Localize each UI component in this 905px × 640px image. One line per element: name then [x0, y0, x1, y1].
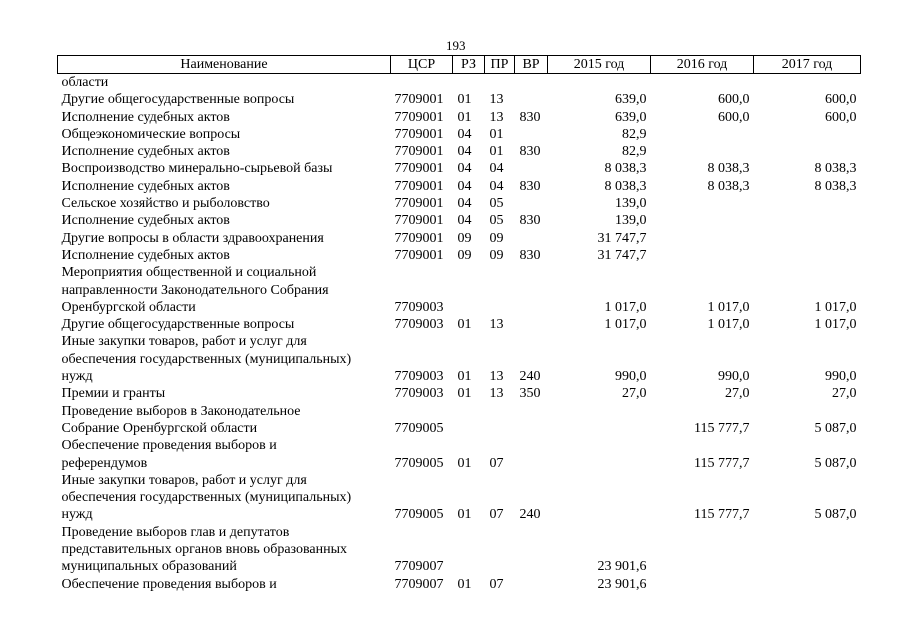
cell-vr	[515, 524, 548, 576]
cell-y2017	[754, 212, 861, 229]
cell-vr	[515, 264, 548, 316]
name-line: Иные закупки товаров, работ и услуг для	[61, 472, 307, 488]
cell-y2015	[548, 472, 651, 524]
cell-pr: 13	[489, 92, 504, 108]
cell-rz: 01	[457, 369, 472, 385]
table-header	[58, 56, 861, 74]
cell-pr: 09	[489, 247, 504, 263]
name-line: Исполнение судебных актов	[61, 213, 230, 229]
header-row	[58, 56, 861, 74]
cell-rz: 01	[457, 455, 472, 471]
cell-y2017: 1 017,0	[814, 317, 857, 333]
cell-y2017: 8 038,3	[814, 178, 857, 194]
cell-name	[58, 437, 391, 472]
table-row	[58, 195, 861, 212]
cell-y2016: 990,0	[718, 369, 750, 385]
cell-y2016	[651, 576, 754, 593]
cell-vr	[515, 403, 548, 438]
table-row	[58, 316, 861, 333]
cell-y2017: 27,0	[832, 386, 857, 402]
table-row	[58, 264, 861, 316]
cell-name	[58, 126, 391, 143]
cell-rz: 01	[457, 92, 472, 108]
cell-vr: 830	[519, 178, 541, 194]
cell-y2015: 23 901,6	[597, 559, 647, 575]
cell-csr: 7709003	[394, 317, 444, 333]
cell-y2017: 990,0	[825, 369, 857, 385]
table-row	[58, 178, 861, 195]
cell-y2015: 82,9	[622, 144, 647, 160]
name-line: Другие общегосударственные вопросы	[61, 92, 295, 108]
table-row	[58, 472, 861, 524]
cell-pr: 13	[489, 317, 504, 333]
name-line: Мероприятия общественной и социальной	[61, 265, 317, 281]
cell-rz: 01	[457, 576, 472, 592]
cell-rz: 04	[457, 178, 472, 194]
cell-y2015: 8 038,3	[604, 178, 647, 194]
cell-y2015: 23 901,6	[597, 576, 647, 592]
name-line: Собрание Оренбургской области	[61, 420, 258, 436]
name-line: Исполнение судебных актов	[61, 247, 230, 263]
cell-y2015: 82,9	[622, 126, 647, 142]
cell-csr: 7709007	[394, 559, 444, 575]
cell-rz	[453, 524, 485, 576]
cell-csr: 7709001	[394, 196, 444, 212]
cell-vr	[515, 74, 548, 92]
cell-vr	[515, 316, 548, 333]
cell-vr	[515, 126, 548, 143]
cell-y2017	[754, 74, 861, 92]
cell-y2016	[651, 230, 754, 247]
cell-y2017: 5 087,0	[814, 420, 857, 436]
cell-vr: 830	[519, 144, 541, 160]
cell-y2016: 115 777,7	[694, 507, 750, 523]
name-line: Воспроизводство минерально-сырьевой базы	[61, 161, 333, 177]
cell-y2017	[754, 247, 861, 264]
cell-name	[58, 385, 391, 402]
cell-vr: 240	[519, 369, 541, 385]
cell-pr: 09	[489, 230, 504, 246]
cell-y2016: 115 777,7	[694, 420, 750, 436]
cell-y2015: 139,0	[615, 196, 647, 212]
name-line: нужд	[61, 369, 93, 385]
name-line: обеспечения государственных (муниципальных)	[61, 351, 352, 367]
header-name: Наименование	[58, 56, 391, 74]
cell-csr: 7709007	[394, 576, 444, 592]
cell-vr	[515, 437, 548, 472]
cell-y2017	[754, 126, 861, 143]
cell-csr: 7709001	[394, 109, 444, 125]
cell-vr: 350	[519, 386, 541, 402]
cell-vr: 830	[519, 109, 541, 125]
cell-name	[58, 143, 391, 160]
cell-rz	[453, 74, 485, 92]
cell-rz: 01	[457, 386, 472, 402]
cell-y2015: 639,0	[615, 109, 647, 125]
cell-y2017	[754, 143, 861, 160]
cell-y2015	[548, 403, 651, 438]
cell-vr	[515, 195, 548, 212]
cell-rz: 01	[457, 507, 472, 523]
cell-vr	[515, 230, 548, 247]
cell-y2016: 27,0	[725, 386, 750, 402]
name-line: области	[61, 75, 109, 90]
table-row	[58, 109, 861, 126]
cell-y2017	[754, 524, 861, 576]
cell-name	[58, 195, 391, 212]
cell-pr	[485, 524, 515, 576]
cell-y2015	[548, 74, 651, 92]
name-line: Оренбургской области	[61, 299, 196, 315]
cell-pr: 13	[489, 369, 504, 385]
table-row	[58, 143, 861, 160]
table-row	[58, 91, 861, 108]
cell-y2015: 639,0	[615, 92, 647, 108]
page-number: 193	[446, 38, 466, 53]
cell-name	[58, 212, 391, 229]
name-line: Другие вопросы в области здравоохранения	[61, 230, 324, 246]
header-vr: ВР	[515, 56, 548, 74]
cell-rz: 04	[457, 196, 472, 212]
name-line: Исполнение судебных актов	[61, 178, 230, 194]
cell-pr: 07	[489, 507, 504, 523]
table-row	[58, 126, 861, 143]
cell-name	[58, 472, 391, 524]
cell-y2016	[651, 126, 754, 143]
name-line: обеспечения государственных (муниципальных)	[61, 490, 352, 506]
cell-pr: 07	[489, 576, 504, 592]
cell-csr: 7709001	[394, 92, 444, 108]
cell-rz: 04	[457, 161, 472, 177]
cell-name	[58, 333, 391, 385]
cell-pr: 05	[489, 213, 504, 229]
cell-vr	[515, 91, 548, 108]
table-row	[58, 385, 861, 402]
cell-y2016	[651, 195, 754, 212]
cell-csr: 7709005	[394, 455, 444, 471]
cell-y2016: 8 038,3	[707, 161, 750, 177]
table-row	[58, 333, 861, 385]
header-2015: 2015 год	[548, 56, 651, 74]
cell-pr: 13	[489, 109, 504, 125]
cell-csr: 7709005	[394, 507, 444, 523]
cell-rz: 01	[457, 109, 472, 125]
cell-y2015: 139,0	[615, 213, 647, 229]
cell-name	[58, 74, 391, 92]
name-line: Обеспечение проведения выборов и	[61, 438, 277, 454]
cell-pr	[485, 264, 515, 316]
cell-y2017: 600,0	[825, 109, 857, 125]
cell-y2017	[754, 230, 861, 247]
cell-csr: 7709001	[394, 247, 444, 263]
cell-name	[58, 247, 391, 264]
cell-rz	[453, 264, 485, 316]
cell-pr: 04	[489, 161, 504, 177]
table-row	[58, 160, 861, 177]
cell-y2015	[548, 437, 651, 472]
cell-csr: 7709001	[394, 213, 444, 229]
cell-y2015: 1 017,0	[604, 317, 647, 333]
cell-vr	[515, 160, 548, 177]
cell-csr: 7709001	[394, 230, 444, 246]
cell-rz: 04	[457, 126, 472, 142]
cell-y2016	[651, 143, 754, 160]
name-line: Сельское хозяйство и рыболовство	[61, 196, 270, 212]
cell-vr: 830	[519, 213, 541, 229]
cell-y2017: 5 087,0	[814, 455, 857, 471]
cell-y2015: 31 747,7	[597, 230, 647, 246]
name-line: Обеспечение проведения выборов и	[61, 576, 277, 592]
cell-y2015: 990,0	[615, 369, 647, 385]
table-row	[58, 437, 861, 472]
cell-pr: 07	[489, 455, 504, 471]
cell-pr: 05	[489, 196, 504, 212]
name-line: Исполнение судебных актов	[61, 109, 230, 125]
name-line: нужд	[61, 507, 93, 523]
cell-pr	[485, 74, 515, 92]
cell-y2017: 600,0	[825, 92, 857, 108]
cell-csr: 7709003	[394, 386, 444, 402]
name-line: направленности Законодательного Собрания	[61, 282, 329, 298]
table-row	[58, 212, 861, 229]
name-line: Общеэкономические вопросы	[61, 126, 241, 142]
cell-vr: 830	[519, 247, 541, 263]
cell-csr: 7709001	[394, 178, 444, 194]
cell-y2015: 31 747,7	[597, 247, 647, 263]
name-line: референдумов	[61, 455, 148, 471]
cell-csr: 7709005	[394, 420, 444, 436]
name-line: Проведение выборов глав и депутатов	[61, 524, 290, 540]
table-row	[58, 524, 861, 576]
cell-csr: 7709003	[394, 299, 444, 315]
cell-rz: 09	[457, 247, 472, 263]
cell-y2016	[651, 212, 754, 229]
cell-y2017	[754, 576, 861, 593]
name-line: Исполнение судебных актов	[61, 144, 230, 160]
header-csr: ЦСР	[391, 56, 453, 74]
cell-csr	[391, 74, 453, 92]
table-body	[58, 74, 861, 593]
cell-y2016: 600,0	[718, 109, 750, 125]
cell-y2017: 5 087,0	[814, 507, 857, 523]
cell-pr: 04	[489, 178, 504, 194]
cell-pr	[485, 403, 515, 438]
cell-csr: 7709001	[394, 144, 444, 160]
cell-y2015: 27,0	[622, 386, 647, 402]
cell-name	[58, 403, 391, 438]
cell-name	[58, 264, 391, 316]
table-row	[58, 230, 861, 247]
cell-name	[58, 576, 391, 593]
name-line: Премии и гранты	[61, 386, 166, 402]
cell-name	[58, 524, 391, 576]
cell-y2016: 600,0	[718, 92, 750, 108]
cell-y2017	[754, 195, 861, 212]
header-2017: 2017 год	[754, 56, 861, 74]
cell-csr: 7709001	[394, 161, 444, 177]
cell-name	[58, 109, 391, 126]
cell-rz: 04	[457, 213, 472, 229]
header-pr: ПР	[485, 56, 515, 74]
cell-vr: 240	[519, 507, 541, 523]
table-row	[58, 576, 861, 593]
name-line: представительных органов вновь образованных	[61, 542, 348, 558]
cell-name	[58, 230, 391, 247]
cell-rz	[453, 403, 485, 438]
cell-name	[58, 178, 391, 195]
cell-y2016	[651, 74, 754, 92]
header-rz: РЗ	[453, 56, 485, 74]
cell-y2016: 1 017,0	[707, 299, 750, 315]
budget-table	[57, 55, 861, 593]
cell-y2015: 1 017,0	[604, 299, 647, 315]
table-row	[58, 403, 861, 438]
table-row	[58, 247, 861, 264]
cell-rz: 01	[457, 317, 472, 333]
cell-name	[58, 91, 391, 108]
name-line: Проведение выборов в Законодательное	[61, 403, 301, 419]
name-line: муниципальных образований	[61, 559, 237, 575]
cell-y2016	[651, 524, 754, 576]
cell-y2016	[651, 247, 754, 264]
cell-csr: 7709003	[394, 369, 444, 385]
cell-y2016: 115 777,7	[694, 455, 750, 471]
cell-csr: 7709001	[394, 126, 444, 142]
table-row	[58, 74, 861, 92]
name-line: Иные закупки товаров, работ и услуг для	[61, 334, 307, 350]
cell-y2015: 8 038,3	[604, 161, 647, 177]
cell-y2016: 8 038,3	[707, 178, 750, 194]
cell-vr	[515, 576, 548, 593]
cell-rz: 09	[457, 230, 472, 246]
name-line: Другие общегосударственные вопросы	[61, 317, 295, 333]
cell-name	[58, 160, 391, 177]
cell-y2016: 1 017,0	[707, 317, 750, 333]
cell-pr: 13	[489, 386, 504, 402]
cell-pr: 01	[489, 144, 504, 160]
cell-y2017: 1 017,0	[814, 299, 857, 315]
cell-y2017: 8 038,3	[814, 161, 857, 177]
header-2016: 2016 год	[651, 56, 754, 74]
cell-name	[58, 316, 391, 333]
cell-rz: 04	[457, 144, 472, 160]
cell-pr: 01	[489, 126, 504, 142]
